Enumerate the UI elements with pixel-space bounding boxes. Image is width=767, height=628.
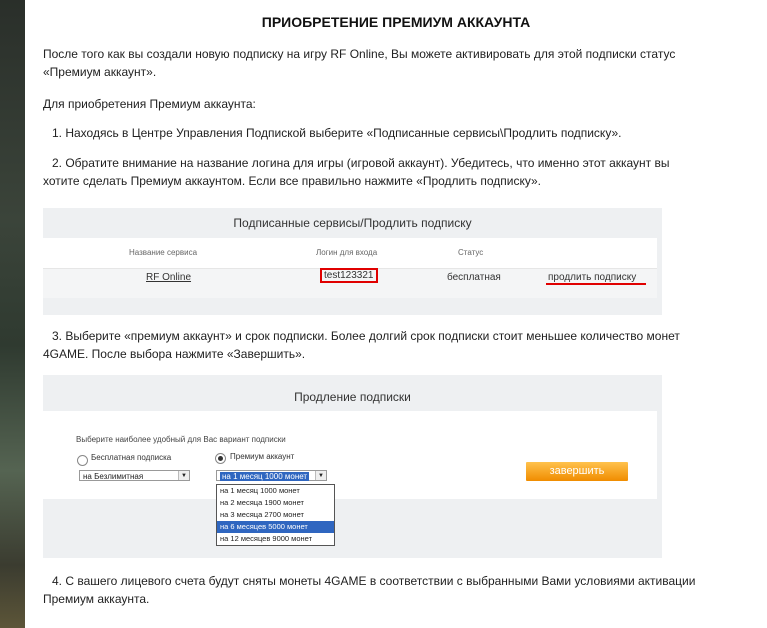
left-background-art [0,0,25,628]
premium-account-radio[interactable] [215,453,226,464]
subscriptions-screenshot [43,208,662,315]
renewal-screenshot [43,375,662,558]
col-service-header: Название сервиса [129,248,198,257]
free-subscription-radio[interactable] [77,455,88,466]
intro-paragraph: После того как вы создали новую подписку на игру RF Online, Вы можете активировать для этой подписки статус «Премиум аккаунт». [43,47,676,79]
renewal-title: Продление подписки [294,390,411,404]
free-subscription-label: Бесплатная подписка [91,453,172,462]
step-3: 3. Выберите «премиум аккаунт» и срок подписки. Более долгий срок подписки стоит меньшее количество монет 4GAME. После выбора нажмите «Завершить». [43,329,680,361]
col-login-header: Логин для входа [316,248,378,257]
status-value: бесплатная [447,272,501,283]
chevron-down-icon: ▼ [315,471,326,480]
renewal-prompt: Выберите наиболее удобный для Вас вариант подписки [76,435,286,444]
dropdown-option[interactable]: на 1 месяц 1000 монет [220,486,300,495]
dropdown-option[interactable]: на 12 месяцев 9000 монет [220,534,313,543]
renew-subscription-link[interactable]: продлить подписку [548,272,637,283]
login-value: test123321 [320,268,378,283]
service-link[interactable]: RF Online [146,272,192,283]
finish-button[interactable]: завершить [526,462,628,481]
premium-plan-dropdown [216,484,335,546]
dropdown-option[interactable]: на 3 месяца 2700 монет [220,510,304,519]
step-2: 2. Обратите внимание на название логина для игры (игровой аккаунт). Убедитесь, что именно этот аккаунт вы хотите сделать Премиум аккаунтом. Если все правильно нажмите «Продлить подписку». [43,156,670,188]
chevron-down-icon: ▼ [178,471,189,480]
col-status-header: Статус [458,248,484,257]
premium-account-label: Премиум аккаунт [230,452,295,461]
step-4: 4. С вашего лицевого счета будут сняты монеты 4GAME в соответствии с выбранными Вами условиями активации Премиум аккаунта. [43,574,696,606]
article [25,0,767,628]
dropdown-option[interactable]: на 2 месяца 1900 монет [220,498,304,507]
steps-intro: Для приобретения Премиум аккаунта: [43,97,256,111]
dropdown-option[interactable]: на 6 месяцев 5000 монет [217,521,334,533]
highlight-underline [546,283,646,285]
page-title: ПРИОБРЕТЕНИЕ ПРЕМИУМ АККАУНТА [261,14,531,30]
premium-plan-select[interactable]: на 1 месяц 1000 монет ▼ [216,470,327,481]
free-plan-select[interactable]: на Безлимитная ▼ [79,470,190,481]
step-1: 1. Находясь в Центре Управления Подпиской выберите «Подписанные сервисы\Продлить подписку». [52,126,622,140]
subscriptions-title: Подписанные сервисы/Продлить подписку [233,216,472,230]
